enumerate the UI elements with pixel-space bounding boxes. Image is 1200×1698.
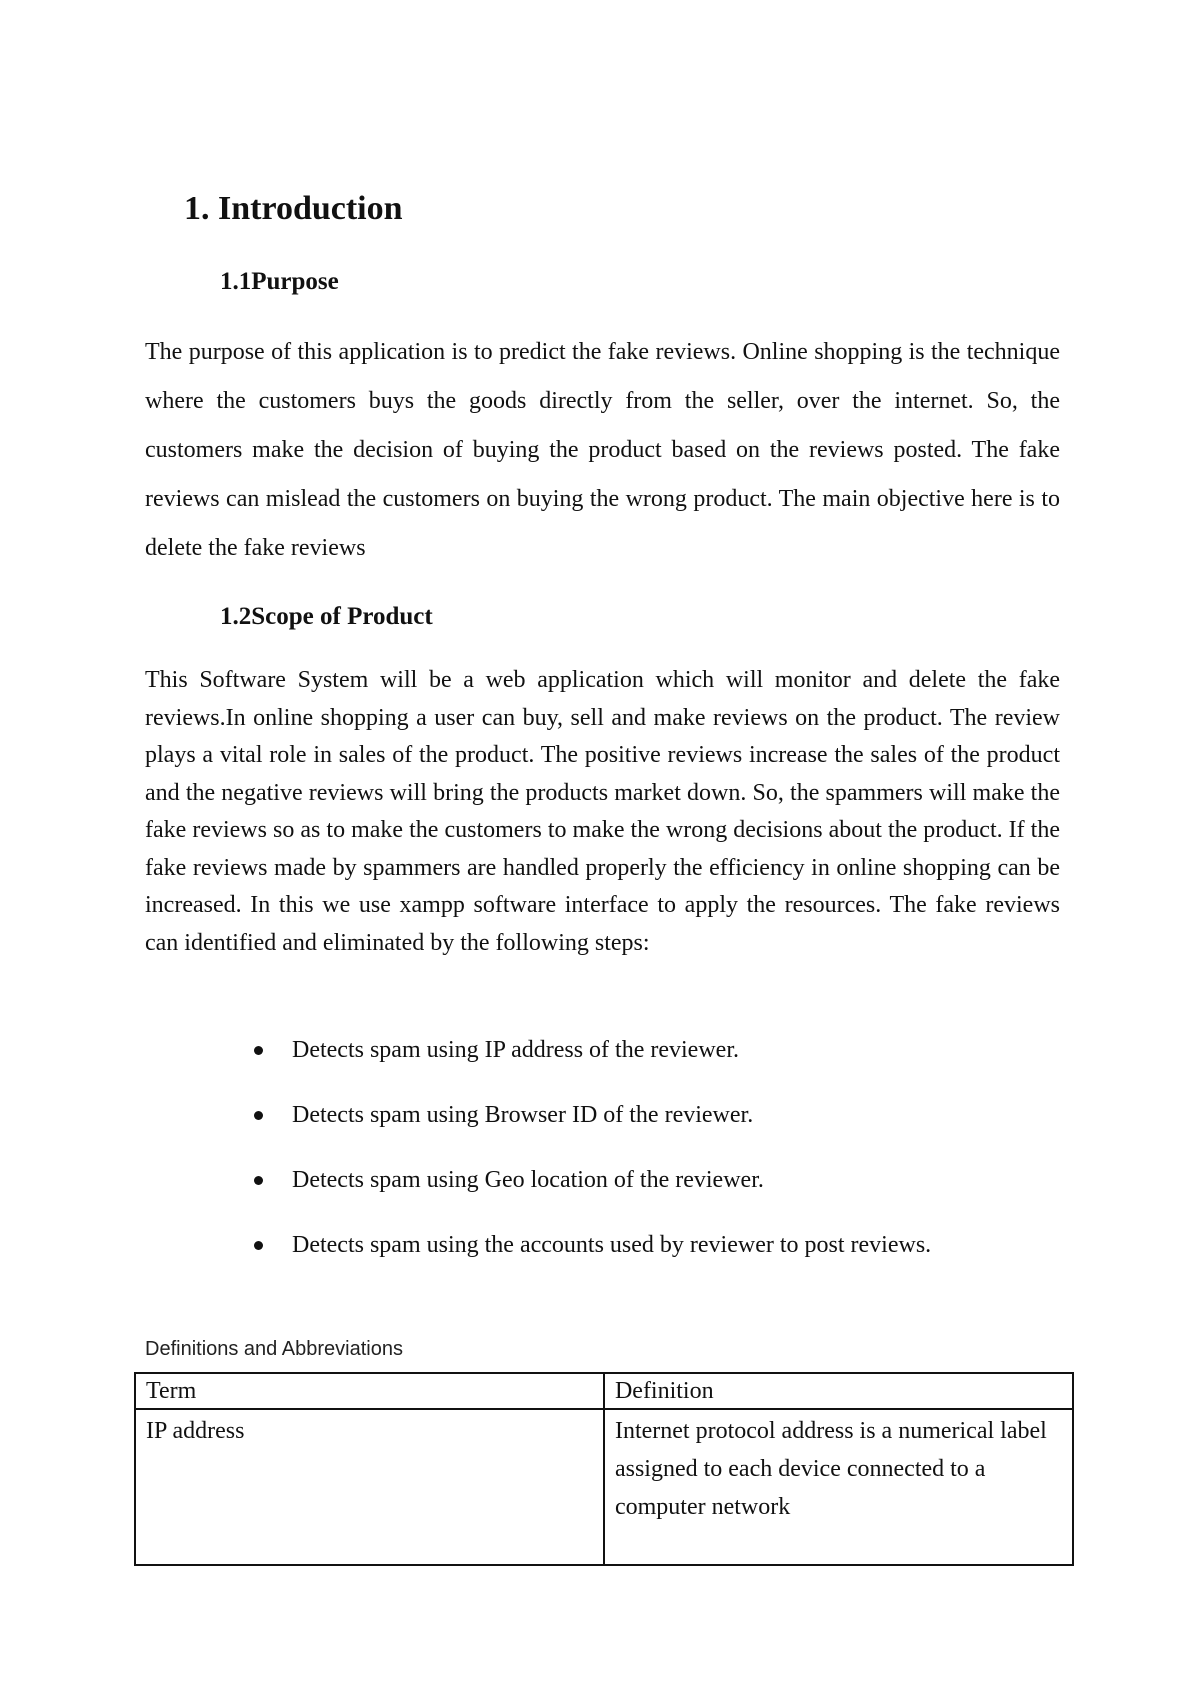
list-item-text: Detects spam using IP address of the reviewer. xyxy=(292,1037,739,1063)
purpose-heading: 1.1Purpose xyxy=(220,268,339,295)
list-item xyxy=(250,1230,931,1295)
table-row xyxy=(135,1409,1073,1565)
bullet-icon xyxy=(254,1046,263,1055)
bullet-icon xyxy=(254,1111,263,1120)
bullet-icon xyxy=(254,1241,263,1250)
column-header-term: Term xyxy=(135,1373,604,1409)
column-header-definition: Definition xyxy=(604,1373,1073,1409)
list-item xyxy=(250,1165,931,1230)
purpose-paragraph: The purpose of this application is to predict the fake reviews. Online shopping is the technique where the customers buys the goods directly from the seller, over the internet. So, the customers make the decision of buying the product based on the reviews posted. The fake reviews can mislead the customers on buying the wrong product. The main objective here is to delete the fake reviews xyxy=(145,339,1060,561)
table-cell-term: IP address xyxy=(135,1409,604,1565)
list-item xyxy=(250,1100,931,1165)
list-item-text: Detects spam using Browser ID of the reviewer. xyxy=(292,1102,754,1128)
table-cell-definition: Internet protocol address is a numerical label assigned to each device connected to a computer network xyxy=(604,1409,1073,1565)
list-item-text: Detects spam using Geo location of the reviewer. xyxy=(292,1167,764,1193)
scope-heading: 1.2Scope of Product xyxy=(220,603,433,630)
section-heading: 1. Introduction xyxy=(184,190,403,227)
scope-paragraph: This Software System will be a web application which will monitor and delete the fake reviews.In online shopping a user can buy, sell and make reviews on the product. The review plays a vital role in sales of the product. The positive reviews increase the sales of the product and the negative reviews will bring the products market down. So, the spammers will make the fake reviews so as to make the customers to make the wrong decisions about the product. If the fake reviews made by spammers are handled properly the efficiency in online shopping can be increased. In this we use xampp software interface to apply the resources. The fake reviews can identified and eliminated by the following steps: xyxy=(145,667,1060,956)
spam-detection-steps-list xyxy=(250,1035,931,1295)
bullet-icon xyxy=(254,1176,263,1185)
list-item-text: Detects spam using the accounts used by reviewer to post reviews. xyxy=(292,1232,932,1258)
table-header-row xyxy=(135,1373,1073,1409)
list-item xyxy=(250,1035,931,1100)
table-caption: Definitions and Abbreviations xyxy=(145,1338,403,1360)
definitions-table xyxy=(134,1372,1074,1566)
